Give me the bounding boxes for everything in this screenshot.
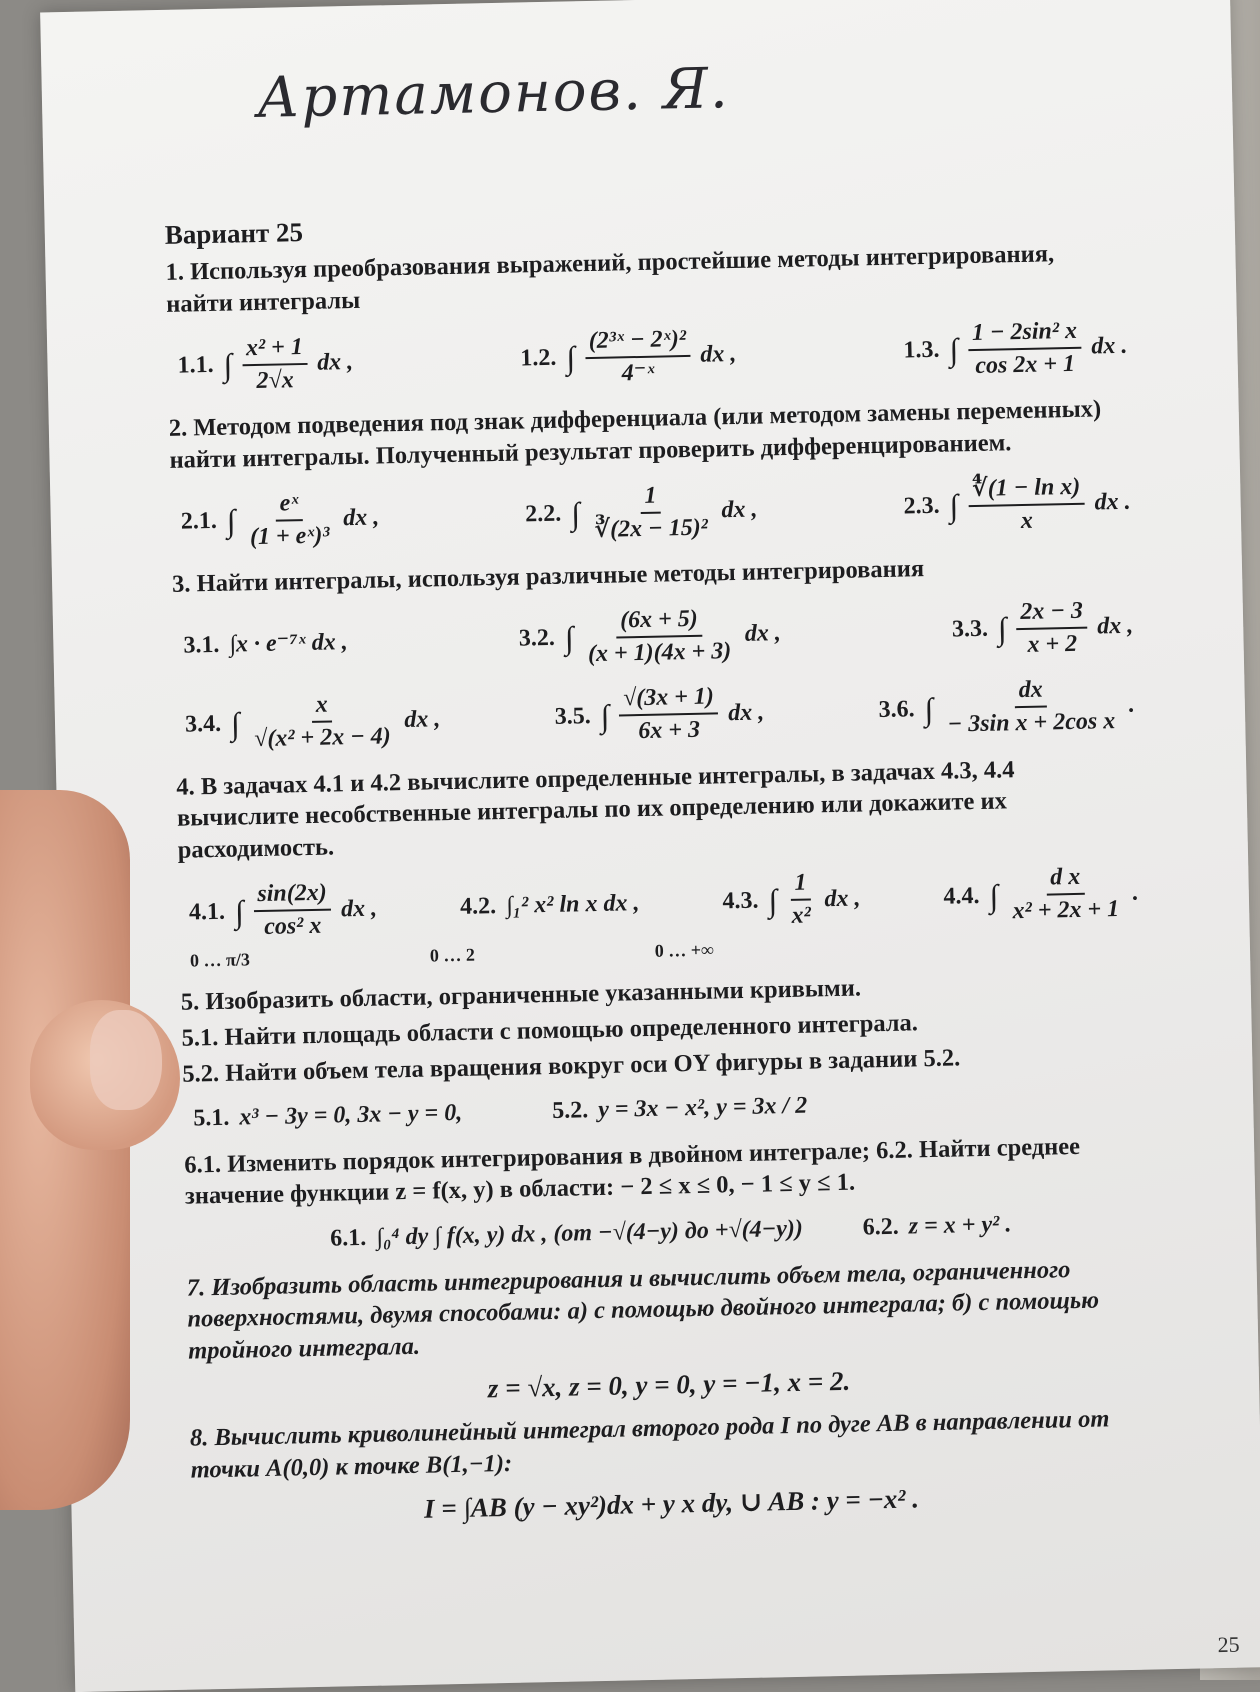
denominator: − 3sin x + 2cos x (947, 708, 1116, 739)
hand-holding-paper (0, 790, 130, 1510)
limits-4-1: 0 … π/3 (189, 948, 251, 971)
task-4-text: 4. В задачах 4.1 и 4.2 вычислите определенные интегралы, в задачах 4.3, 4.4 вычислите несобственные интегралы по их определению или докажите их расходимость. (176, 755, 1015, 865)
task-3-formulas-row-1 (183, 595, 1134, 679)
formula-3-2 (518, 602, 781, 672)
fraction (968, 471, 1086, 538)
integral-sign-icon: ∫ (223, 346, 233, 383)
formula-label: 5.2. (551, 1097, 589, 1125)
formula-1-2 (520, 323, 737, 392)
formula-tail: dx . (1094, 488, 1131, 516)
formula-4-2 (460, 888, 640, 923)
task-8-text: 8. Вычислить криволинейный интеграл второго рода I по дуге AB в направлении от точки A(0,0) к точке B(1,−1): (189, 1405, 1110, 1484)
integral-sign-icon: ∫ (226, 502, 236, 539)
formula-5-2 (552, 1091, 808, 1128)
fraction (589, 479, 712, 546)
integral-sign-icon: ∫ (230, 705, 241, 742)
fraction (943, 673, 1120, 741)
fraction (583, 603, 736, 671)
denominator: x + 2 (1027, 630, 1078, 658)
numerator: x (311, 690, 332, 724)
denominator: (x + 1)(4x + 3) (587, 638, 732, 668)
formula-tail: dx , (744, 620, 782, 648)
formula-label: 3.2. (518, 625, 556, 653)
formula-expression: ∫₀⁴ dy ∫ f(x, y) dx , (от −√(4−y) до +√(4−y)) (376, 1216, 804, 1251)
formula-3-3 (951, 595, 1134, 663)
formula-label: 1.2. (520, 344, 557, 372)
formula-label: 3.1. (183, 632, 220, 660)
task-1-formulas (177, 314, 1128, 398)
formula-1-1 (177, 331, 354, 399)
fraction (249, 688, 395, 755)
task-2-formulas (180, 470, 1131, 554)
numerator: 1 − 2sin² x (968, 315, 1082, 351)
formula-4-1 (188, 877, 377, 945)
numerator: eˣ (275, 488, 303, 522)
formula-2-3 (903, 470, 1131, 539)
task-5-line-1: 5. Изобразить области, ограниченные указанными кривыми. (180, 974, 862, 1016)
formula-expression: ∫₁² x² ln x dx , (505, 889, 640, 919)
task-7-text: 7. Изобразить область интегрирования и вычислить объем тела, ограниченного поверхностями, двумя способами: а) с помощью двойного интеграла; б) с помощью тройного интеграла. (186, 1255, 1100, 1365)
formula-3-1 (183, 628, 348, 663)
task-3-text: 3. Найти интегралы, используя различные методы интегрирования (171, 555, 925, 598)
formula-label: 4.4. (943, 882, 980, 910)
formula-tail: . (1132, 879, 1140, 906)
integral-sign-icon: ∫ (600, 697, 610, 734)
integral-sign-icon: ∫ (924, 690, 934, 727)
fraction (242, 332, 308, 398)
worksheet-content (161, 45, 1152, 1542)
task-1-text: 1. Используя преобразования выражений, простейшие методы интегрирования, найти интегралы (165, 240, 1055, 318)
denominator: x² + 2x + 1 (1012, 896, 1120, 925)
formula-tail: dx , (700, 341, 737, 368)
task-6-formulas (196, 1207, 1146, 1258)
integral-sign-icon: ∫ (997, 610, 1008, 647)
integral-sign-icon: ∫ (949, 487, 959, 524)
denominator: x (1020, 507, 1034, 534)
page-number: 25 (1217, 1631, 1240, 1658)
integral-sign-icon: ∫ (565, 339, 576, 376)
formula-label: 4.2. (459, 892, 497, 920)
formula-label: 6.1. (330, 1225, 367, 1252)
fraction (619, 682, 719, 748)
formula-tail: dx , (316, 349, 354, 376)
formula-tail: dx , (1096, 613, 1134, 640)
formula-2-2 (525, 478, 759, 547)
numerator: 1 (790, 868, 811, 902)
fraction (253, 878, 332, 944)
formula-label: 4.1. (188, 898, 226, 926)
formula-3-6 (878, 673, 1136, 743)
integral-sign-icon: ∫ (768, 881, 778, 918)
integral-sign-icon: ∫ (564, 619, 574, 656)
numerator: dx (1014, 675, 1047, 709)
task-3-formulas-row-2 (184, 673, 1135, 757)
numerator: d x (1046, 862, 1085, 896)
denominator: 4⁻ˣ (621, 359, 655, 387)
handwritten-signature: Артамонов. Я. (256, 56, 731, 131)
thumbnail-nail (90, 1010, 162, 1110)
paper-sheet (40, 0, 1260, 1692)
numerator: (2³ˣ − 2ˣ)² (584, 324, 690, 359)
formula-6-2 (862, 1210, 1011, 1244)
formula-label: 3.3. (951, 616, 989, 643)
formula-label: 6.2. (862, 1214, 900, 1241)
formula-expression: z = x + y² . (908, 1211, 1012, 1240)
numerator: ∜(1 − ln x) (968, 471, 1085, 507)
fraction (584, 324, 691, 391)
denominator: (1 + eˣ)³ (249, 522, 330, 551)
formula-tail: dx , (727, 699, 765, 727)
formula-tail: dx , (342, 504, 380, 532)
formula-label: 4.3. (722, 887, 759, 915)
formula-3-5 (554, 681, 765, 750)
numerator: sin(2x) (253, 878, 331, 913)
variant-title: Вариант 25 (164, 216, 304, 250)
numerator: 2x − 3 (1016, 596, 1087, 631)
formula-tail: dx , (340, 895, 378, 923)
fraction (245, 487, 334, 553)
formula-5-1 (193, 1098, 463, 1135)
formula-4-4 (943, 861, 1140, 929)
integral-sign-icon: ∫ (570, 495, 581, 532)
task-5-line-2: 5.1. Найти площадь области с помощью определенного интеграла. (181, 1009, 919, 1052)
fraction (1016, 596, 1088, 662)
denominator: cos² x (263, 913, 322, 941)
numerator: (6x + 5) (616, 604, 702, 639)
formula-tail: dx . (1091, 332, 1128, 360)
formula-label: 5.1. (193, 1105, 230, 1132)
denominator: 2√x (256, 367, 294, 394)
numerator: √(3x + 1) (619, 682, 719, 717)
limits-4-3: 0 … 2 (429, 944, 476, 966)
integral-sign-icon: ∫ (234, 892, 245, 930)
formula-1-3 (903, 314, 1128, 383)
formula-3-4 (184, 687, 441, 757)
task-2-text: 2. Методом подведения под знак дифференциала (или методом замены переменных) найти интегралы. Полученный результат проверить дифференцированием. (168, 395, 1102, 474)
formula-expression: ∫x · e⁻⁷ˣ dx , (229, 629, 349, 659)
integral-sign-icon: ∫ (949, 331, 959, 368)
formula-label: 1.1. (177, 352, 214, 379)
formula-6-1 (330, 1214, 803, 1255)
formula-expression: y = 3x − x², y = 3x / 2 (597, 1093, 808, 1124)
formula-label: 3.4. (184, 710, 222, 738)
fraction (968, 315, 1082, 382)
formula-8: I = ∫AB (y − xy²)dx + y x dy, ∪ AB : y = −x² . (423, 1483, 920, 1524)
formula-label: 2.3. (903, 492, 940, 520)
fraction (787, 868, 816, 933)
formula-2-1 (180, 486, 380, 555)
numerator: x² + 1 (242, 332, 308, 367)
formula-label: 3.5. (554, 702, 591, 730)
formula-tail: . (1128, 691, 1136, 718)
denominator: ∛(2x − 15)² (594, 514, 709, 543)
task-5-line-3: 5.2. Найти объем тела вращения вокруг оси OY фигуры в задании 5.2. (182, 1044, 961, 1088)
formula-label: 3.6. (878, 696, 915, 723)
task-6-text: 6.1. Изменить порядок интегрирования в двойном интеграле; 6.2. Найти среднее значение функции z = f(x, y) в области: − 2 ≤ x ≤ 0, − 1 ≤ y ≤ 1. (184, 1132, 1081, 1211)
formula-tail: dx , (824, 885, 861, 912)
formula-expression: x³ − 3y = 0, 3x − y = 0, (239, 1100, 463, 1131)
formula-4-3 (722, 867, 861, 934)
task-5-formulas (193, 1084, 1143, 1135)
formula-label: 1.3. (903, 336, 940, 364)
denominator: x² (791, 902, 812, 930)
numerator: 1 (640, 480, 661, 514)
limits-4-4: 0 … +∞ (654, 939, 715, 961)
denominator: √(x² + 2x − 4) (253, 723, 391, 753)
fraction (1008, 861, 1124, 928)
denominator: 6x + 3 (638, 717, 701, 745)
formula-label: 2.2. (525, 500, 562, 528)
formula-tail: dx , (721, 496, 758, 524)
denominator: cos 2x + 1 (975, 350, 1076, 379)
formula-label: 2.1. (180, 508, 218, 535)
formula-tail: dx , (404, 706, 441, 733)
integral-sign-icon: ∫ (989, 877, 999, 914)
formula-7: z = √x, z = 0, y = 0, y = −1, x = 2. (487, 1365, 851, 1404)
